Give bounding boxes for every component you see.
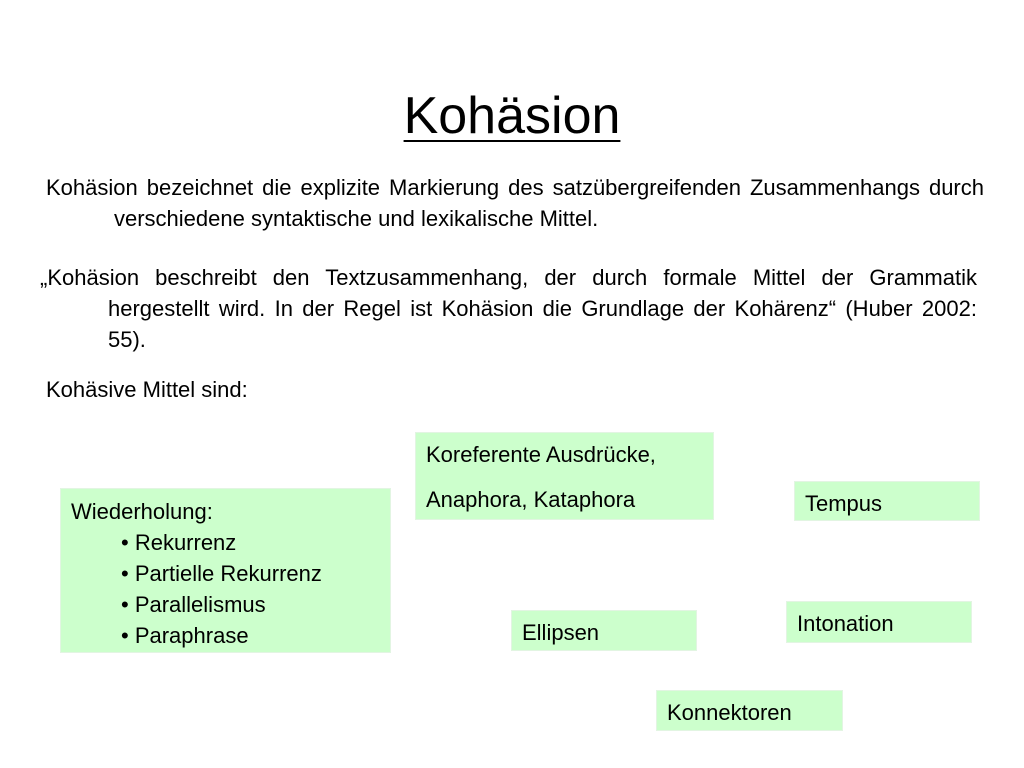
list-item: • Parallelismus xyxy=(121,592,266,617)
list-item: • Rekurrenz xyxy=(121,530,237,555)
tempus-label: Tempus xyxy=(805,491,883,516)
wiederholung-list xyxy=(71,527,380,651)
list-item: • Paraphrase xyxy=(121,623,249,648)
konnektoren-box xyxy=(656,690,843,731)
koreferente-line-1: Koreferente Ausdrücke, xyxy=(426,442,656,467)
quote-paragraph: „Kohäsion beschreibt den Textzusammenhang, der durch formale Mittel der Grammatik hergestellt wird. In der Regel ist Kohäsion die Grundlage der Kohärenz“ (Huber 2002: 55). xyxy=(40,265,977,352)
koreferente-line-2: Anaphora, Kataphora xyxy=(426,487,636,512)
wiederholung-box xyxy=(60,488,391,653)
ellipsen-box xyxy=(511,610,697,651)
list-item: • Partielle Rekurrenz xyxy=(121,561,322,586)
cohesive-means-intro: Kohäsive Mittel sind: xyxy=(46,377,248,402)
slide-title: Kohäsion xyxy=(403,87,621,145)
koreferente-box xyxy=(415,432,714,520)
konnektoren-label: Konnektoren xyxy=(667,700,792,725)
intonation-box xyxy=(786,601,972,643)
tempus-box xyxy=(794,481,980,521)
intonation-label: Intonation xyxy=(797,611,894,636)
wiederholung-heading: Wiederholung: xyxy=(71,499,213,524)
ellipsen-label: Ellipsen xyxy=(522,620,600,645)
definition-paragraph: Kohäsion bezeichnet die explizite Markierung des satzübergreifenden Zusammenhangs durch verschiedene syntaktische und lexikalische Mittel. xyxy=(46,175,984,231)
